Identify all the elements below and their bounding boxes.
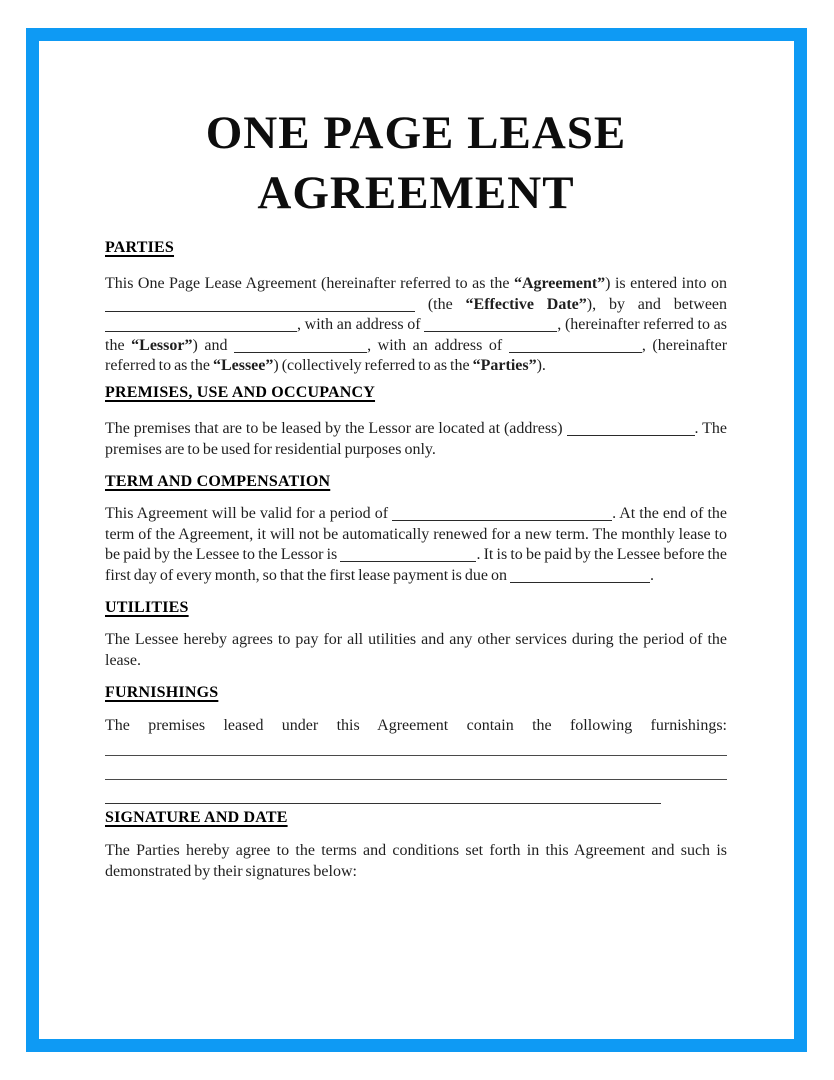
furnishings-fill-line-1 [105,755,727,756]
premises-line-2: premises are to be used for residential purposes only. [105,440,436,458]
furnishings-paragraph [105,716,727,737]
term-paragraph [105,504,727,586]
document-title [105,103,727,223]
parties-line-2: (the “Effective Date”), by and between [105,295,727,316]
document-title-line-2: AGREEMENT [257,167,575,219]
premises-paragraph [105,419,727,460]
blank-field-monthly-lease-amount [340,546,476,562]
utilities-line-2: lease. [105,651,141,669]
parties-line-1: This One Page Lease Agreement (hereinafter referred to as the “Agreement”) is entered into on [105,275,727,292]
furnishings-heading: FURNISHINGS [105,684,219,701]
furnishings-fill-line-2 [105,779,727,780]
blank-field-premises-address [567,420,695,436]
utilities-paragraph [105,630,727,671]
premises-heading: PREMISES, USE AND OCCUPANCY [105,384,376,401]
parties-line-4: the “Lessor”) and , with an address of , (hereinafter [105,336,727,354]
furnishings-fill-line-3 [105,803,661,804]
parties-line-3: , with an address of , (hereinafter referred to as [105,315,727,336]
blank-field-lessee-address [509,337,642,353]
document-title-line-1: ONE PAGE LEASE [205,107,627,159]
signature-paragraph [105,841,727,882]
blank-field-lease-period [392,505,612,521]
term-line-3: be paid by the Lessee to the Lessor is . It is to be paid by the Lessee before the [105,546,727,563]
blank-field-effective-date [105,296,415,312]
signature-line-2: demonstrated by their signatures below: [105,862,357,880]
parties-heading: PARTIES [105,239,175,256]
signature-heading: SIGNATURE AND DATE [105,809,288,826]
premises-line-1: The premises that are to be leased by the Lessor are located at (address) . The [105,420,727,437]
term-heading: TERM AND COMPENSATION [105,473,331,490]
blank-field-lessor-name [105,316,297,332]
blank-field-lessee-name [234,337,367,353]
utilities-heading: UTILITIES [105,599,189,616]
furnishings-line-1: The premises leased under this Agreement contain the following furnishings: [105,717,727,734]
utilities-line-1: The Lessee hereby agrees to pay for all utilities and any other services during the period of the [105,631,727,648]
term-line-2: term of the Agreement, it will not be automatically renewed for a new term. The monthly lease to [105,525,727,543]
term-line-4: first day of every month, so that the first lease payment is due on . [105,566,655,584]
signature-line-1: The Parties hereby agree to the terms and conditions set forth in this Agreement and such is [105,842,727,859]
term-line-1: This Agreement will be valid for a period of . At the end of the [105,505,727,522]
parties-paragraph [105,274,727,377]
blank-field-first-payment-date [510,567,650,583]
parties-line-5: referred to as the “Lessee”) (collectively referred to as the “Parties”). [105,357,546,374]
blank-field-lessor-address [424,316,557,332]
